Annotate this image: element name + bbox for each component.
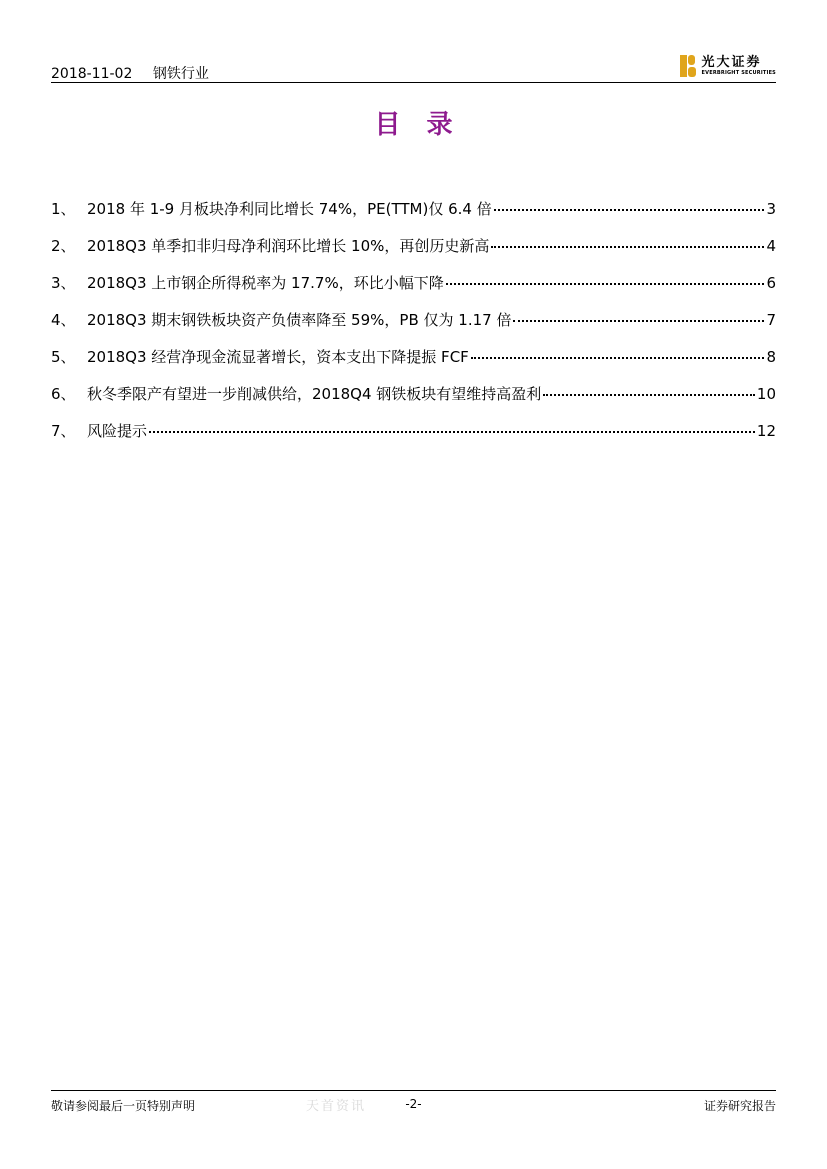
toc-item[interactable] [51,346,776,383]
toc-page-number: 7 [766,311,776,329]
toc-leader-dots [149,430,755,433]
toc-entry-text: 2018Q3 经营净现金流显著增长，资本支出下降提振 FCF [87,348,469,366]
logo-name-cn: 光大证券 [701,55,762,70]
toc-number: 1、 [51,200,76,218]
toc-leader-dots [494,208,765,211]
toc-page-number: 12 [756,422,776,440]
toc-entry-text: 2018Q3 单季扣非归母净利润环比增长 10%，再创历史新高 [87,237,490,255]
toc-item[interactable] [51,309,776,346]
header-date: 2018-11-02 [51,66,133,82]
toc-item[interactable] [51,420,776,457]
toc-item[interactable] [51,383,776,420]
toc-page-number: 10 [756,385,776,403]
footer-watermark: 天首资讯 [306,1099,367,1114]
page-title: 目录 [374,110,479,140]
toc-page-number: 8 [766,348,776,366]
footer-disclaimer: 敬请参阅最后一页特别声明 [51,1099,196,1113]
everbright-logo [680,52,776,80]
logo-name-en: EVERBRIGHT SECURITIES [701,70,776,76]
footer-report-type: 证券研究报告 [703,1099,776,1113]
toc-page-number: 6 [766,274,776,292]
toc-item[interactable] [51,198,776,235]
toc-leader-dots [491,245,764,248]
header-info [51,63,225,83]
toc-entry-text: 风险提示 [87,422,148,440]
toc-number: 4、 [51,311,76,329]
toc-page-number: 4 [766,237,776,255]
toc-number: 6、 [51,385,76,403]
header-divider [51,82,776,83]
toc-number: 7、 [51,422,76,440]
footer-divider [51,1090,776,1091]
toc-entry-text: 秋冬季限产有望进一步削减供给，2018Q4 钢铁板块有望维持高盈利 [87,385,542,403]
page-header [51,52,776,82]
logo-mark-icon [680,55,696,77]
toc-leader-dots [446,282,765,285]
table-of-contents [51,198,776,457]
toc-number: 3、 [51,274,76,292]
toc-number: 2、 [51,237,76,255]
toc-item[interactable] [51,272,776,309]
toc-item[interactable] [51,235,776,272]
page-number: -2- [405,1097,422,1111]
toc-leader-dots [543,393,755,396]
toc-entry-text: 2018Q3 上市钢企所得税率为 17.7%，环比小幅下降 [87,274,444,292]
header-industry: 钢铁行业 [152,66,209,82]
page-footer [51,1097,776,1113]
toc-number: 5、 [51,348,76,366]
toc-leader-dots [513,319,764,322]
toc-entry-text: 2018Q3 期末钢铁板块资产负债率降至 59%，PB 仅为 1.17 倍 [87,311,512,329]
toc-entry-text: 2018 年 1-9 月板块净利同比增长 74%，PE(TTM)仅 6.4 倍 [87,200,492,218]
toc-leader-dots [471,356,765,359]
toc-page-number: 3 [766,200,776,218]
